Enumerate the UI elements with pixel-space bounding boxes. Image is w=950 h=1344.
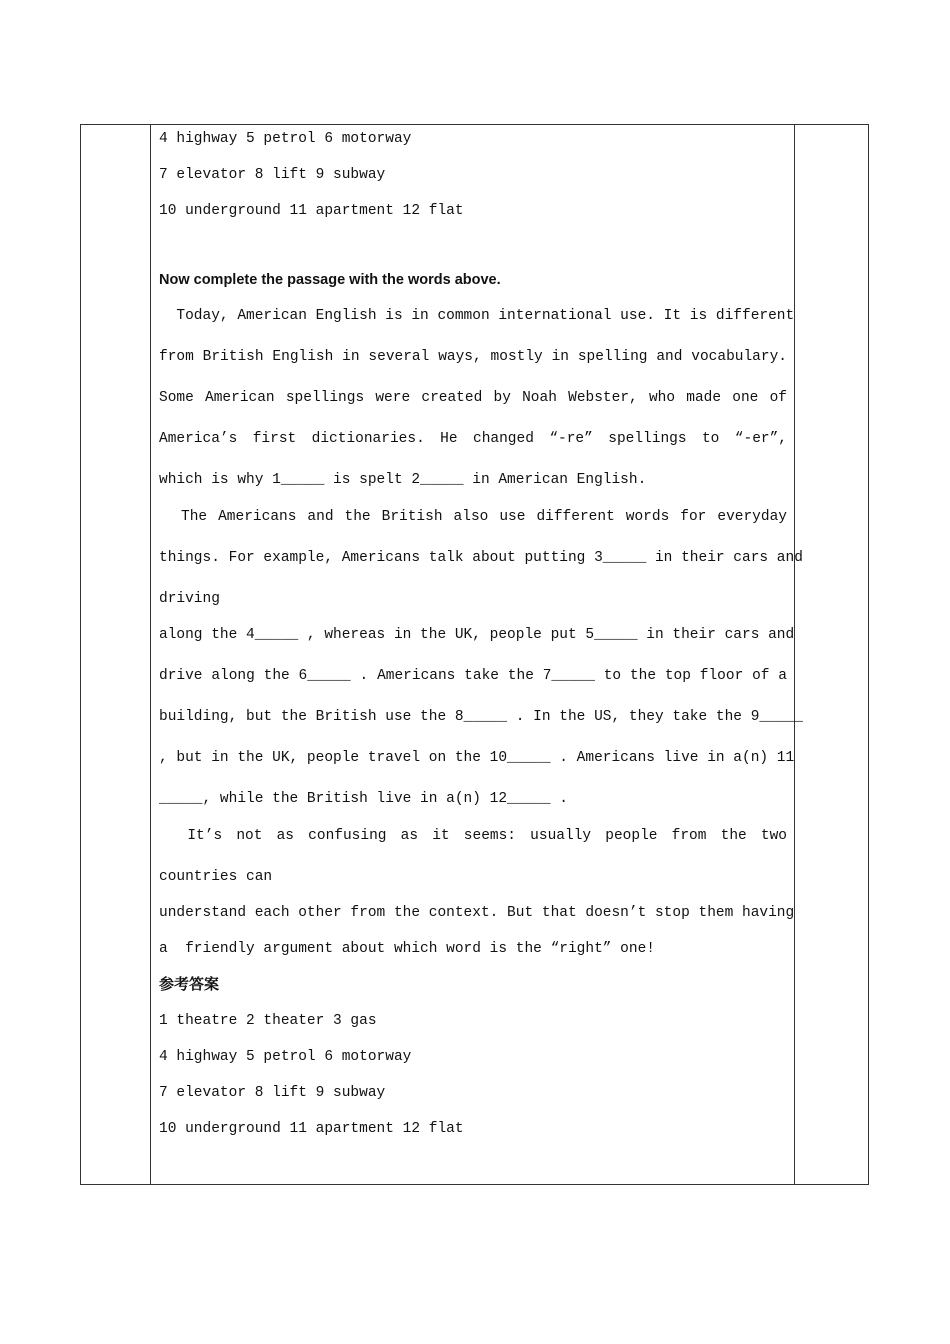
passage-line: drive along the 6_____ . Americans take the 7_____ to the top floor of a	[159, 668, 787, 684]
answer-line: 4 highway 5 petrol 6 motorway	[159, 1049, 412, 1065]
passage-line: understand each other from the context. But that doesn’t stop them having	[159, 905, 795, 921]
passage-line: Today, American English is in common international use. It is different	[159, 308, 795, 324]
right-column-divider	[794, 125, 795, 1184]
top-answer-line: 7 elevator 8 lift 9 subway	[159, 167, 386, 183]
worksheet-table	[80, 124, 869, 1185]
passage-line: America’s first dictionaries. He changed “-re” spellings to “-er”,	[159, 431, 787, 447]
passage-line: The Americans and the British also use different words for everyday	[159, 509, 787, 525]
passage-line: which is why 1_____ is spelt 2_____ in American English.	[159, 472, 647, 488]
answer-line: 7 elevator 8 lift 9 subway	[159, 1085, 386, 1101]
answer-line: 1 theatre 2 theater 3 gas	[159, 1013, 377, 1029]
answer-heading: 参考答案	[159, 976, 220, 993]
passage-line: , but in the UK, people travel on the 10_____ . Americans live in a(n) 11	[159, 750, 795, 766]
answer-line: 10 underground 11 apartment 12 flat	[159, 1121, 464, 1137]
passage-line: It’s not as confusing as it seems: usually people from the two	[159, 828, 787, 844]
passage-line: a friendly argument about which word is the “right” one!	[159, 941, 655, 957]
instruction-text: Now complete the passage with the words above.	[159, 272, 501, 288]
passage-line: countries can	[159, 869, 273, 885]
passage-line: from British English in several ways, mostly in spelling and vocabulary.	[159, 349, 787, 365]
left-column-divider	[150, 125, 151, 1184]
passage-line: _____, while the British live in a(n) 12_____ .	[159, 791, 568, 807]
passage-line: things. For example, Americans talk about putting 3_____ in their cars and	[159, 550, 803, 566]
passage-line: building, but the British use the 8_____ . In the US, they take the 9_____	[159, 709, 803, 725]
passage-line: Some American spellings were created by Noah Webster, who made one of	[159, 390, 787, 406]
passage-line: along the 4_____ , whereas in the UK, people put 5_____ in their cars and	[159, 627, 795, 643]
top-answer-line: 4 highway 5 petrol 6 motorway	[159, 131, 412, 147]
top-answer-line: 10 underground 11 apartment 12 flat	[159, 203, 464, 219]
passage-line: driving	[159, 591, 220, 607]
